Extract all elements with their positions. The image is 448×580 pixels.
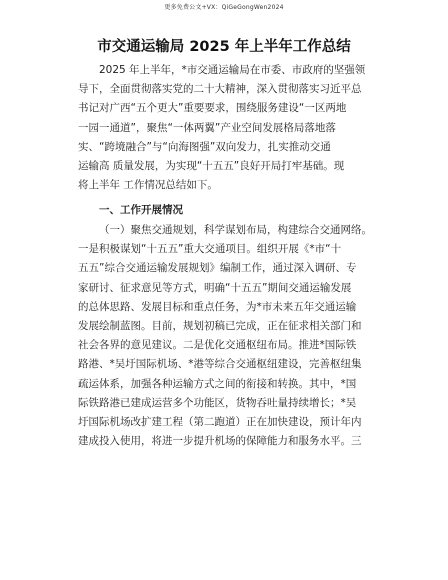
paragraph-line: 2025 年上半年，*市交通运输局在市委、市政府的坚强领 — [99, 64, 366, 76]
paragraph-line: 路港、*吴圩国际机场、*港等综合交通枢纽建设，完善枢纽集 — [78, 358, 362, 371]
paragraph-line: 书记对广西“五个更大”重要要求，围绕服务建设“一区两地 — [78, 102, 347, 115]
document-title: 市交通运输局 2025 年上半年工作总结 — [97, 39, 351, 55]
paragraph-line: 发展绘制蓝图。目前，规划初稿已完成，正在征求相关部门和 — [78, 320, 362, 333]
paragraph-line: 的总体思路、发展目标和重点任务，为*市未来五年交通运输 — [78, 300, 357, 313]
paragraph-line: 实、“跨境融合”与“向海图强”双向发力，扎实推动交通 — [78, 140, 331, 153]
paragraph-line: 圩国际机场改扩建工程（第二跑道）正在加快建设，预计年内 — [78, 416, 362, 429]
paragraph-line: 社会各界的意见建议。二是优化交通枢纽布局。推进*国际铁 — [78, 339, 357, 352]
paragraph-line: 一园一通道”，聚焦“一体两翼”产业空间发展格局落地落 — [78, 121, 336, 134]
section-heading — [78, 201, 374, 220]
paragraph-line: 际铁路港已建成运营多个功能区，货物吞吐量持续增长；*吴 — [78, 396, 357, 409]
paragraph-line: 建成投入使用，将进一步提升机场的保障能力和服务水平。三 — [78, 435, 362, 448]
section-heading-text: 一、工作开展情况 — [99, 204, 183, 216]
paragraph-line: 疏运体系，加强各种运输方式之间的衔接和转换。其中，*国 — [78, 377, 357, 390]
watermark-text: 更多免费公文+VX：QiGeGongWen2024 — [164, 4, 284, 11]
paragraph-line: 一是积极谋划“十五五”重大交通项目。组织开展《*市“十 — [78, 243, 342, 256]
section-paragraph — [78, 221, 374, 451]
intro-paragraph — [78, 61, 374, 195]
paragraph-line: 家研讨、征求意见等方式，明确“十五五”期间交通运输发展 — [78, 281, 352, 294]
paragraph-line: 导下，全面贯彻落实党的二十大精神，深入贯彻落实习近平总 — [78, 83, 362, 96]
paragraph-line: （一）聚焦交通规划，科学谋划布局，构建综合交通网络。 — [99, 224, 372, 236]
paragraph-line: 将上半年 工作情况总结如下。 — [78, 179, 218, 192]
paragraph-line: 五五”综合交通运输发展规划》编制工作，通过深入调研、专 — [78, 262, 357, 275]
paragraph-line: 运输高 质量发展，为实现“十五五”良好开局打牢基础。现 — [78, 160, 345, 173]
